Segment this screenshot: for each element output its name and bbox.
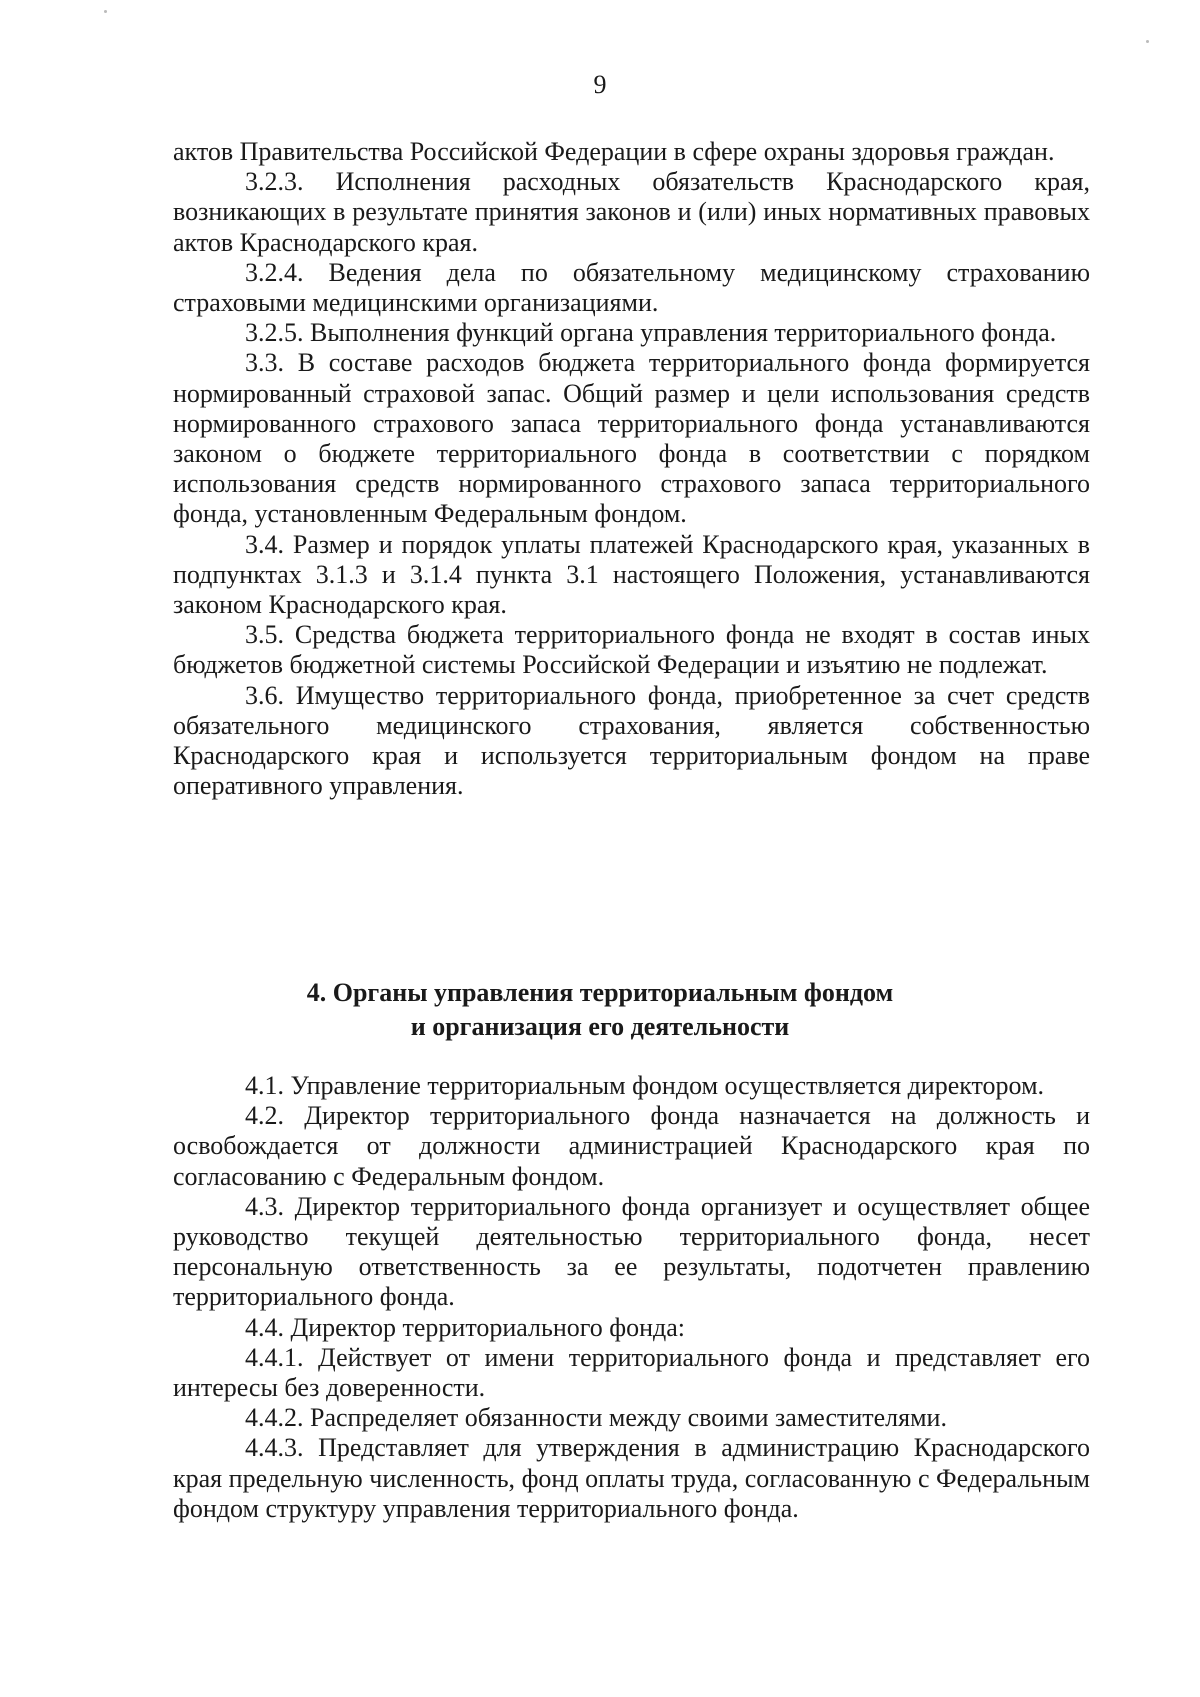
paragraph-4-2: 4.2. Директор территориального фонда назначается на должность и освобождается от должности администрацией Краснодарского края по согласованию с Федеральным фондом. <box>173 1101 1090 1191</box>
paragraph-4-4-1: 4.4.1. Действует от имени территориального фонда и представляет его интересы без доверенности. <box>173 1342 1090 1403</box>
section-heading <box>0 976 1200 1044</box>
top-text-block <box>173 137 1090 801</box>
paragraph: актов Правительства Российской Федерации в сфере охраны здоровья граждан. <box>173 137 1055 166</box>
paragraph-3-2-3: 3.2.3. Исполнения расходных обязательств Краснодарского края, возникающих в результате принятия законов и (или) иных нормативных правовых актов Краснодарского края. <box>173 167 1090 257</box>
paragraph-4-3: 4.3. Директор территориального фонда организует и осуществляет общее руководство текущей деятельностью территориального фонда, несет персональную ответственность за ее результаты, подотчетен правлению территориального фонда. <box>173 1191 1090 1312</box>
paragraph-4-4: 4.4. Директор территориального фонда: <box>245 1312 686 1342</box>
paragraph-3-6: 3.6. Имущество территориального фонда, приобретенное за счет средств обязательного медицинского страхования, является собственностью Краснодарского края и используется территориальным фондом на праве оперативного управления. <box>173 680 1090 801</box>
paragraph-4-1: 4.1. Управление территориальным фондом осуществляется директором. <box>245 1071 1045 1100</box>
section-heading-line-1: 4. Органы управления территориальным фондом <box>306 978 894 1007</box>
paragraph-3-5: 3.5. Средства бюджета территориального фонда не входят в состав иных бюджетов бюджетной системы Российской Федерации и изъятию не подлежат. <box>173 620 1090 680</box>
paragraph-4-4-2: 4.4.2. Распределяет обязанности между своими заместителями. <box>245 1403 947 1433</box>
paragraph-3-3: 3.3. В составе расходов бюджета территориального фонда формируется нормированный страховой запас. Общий размер и цели использования средств нормированного страхового запаса территориального фонда устанавливаются законом о бюджете территориального фонда в соответствии с порядком использования средств нормированного страхового запаса территориального фонда, установленным Федеральным фондом. <box>173 348 1090 529</box>
paragraph-3-2-4: 3.2.4. Ведения дела по обязательному медицинскому страхованию страховыми медицинскими организациями. <box>173 257 1090 318</box>
scan-speck <box>1146 40 1149 43</box>
section-heading-line-2: и организация его деятельности <box>410 1012 790 1041</box>
bottom-text-block <box>173 1071 1090 1524</box>
page-number: 9 <box>593 70 607 99</box>
paragraph-3-4: 3.4. Размер и порядок уплаты платежей Краснодарского края, указанных в подпунктах 3.1.3 и 3.1.4 пункта 3.1 настоящего Положения, устанавливаются законом Краснодарского края. <box>173 529 1090 620</box>
scan-speck <box>104 10 107 13</box>
paragraph-4-4-3: 4.4.3. Представляет для утверждения в администрацию Краснодарского края предельную численность, фонд оплаты труда, согласованную с Федеральным фондом структуру управления территориального фонда. <box>173 1433 1090 1523</box>
paragraph-3-2-5: 3.2.5. Выполнения функций органа управления территориального фонда. <box>245 318 1057 348</box>
